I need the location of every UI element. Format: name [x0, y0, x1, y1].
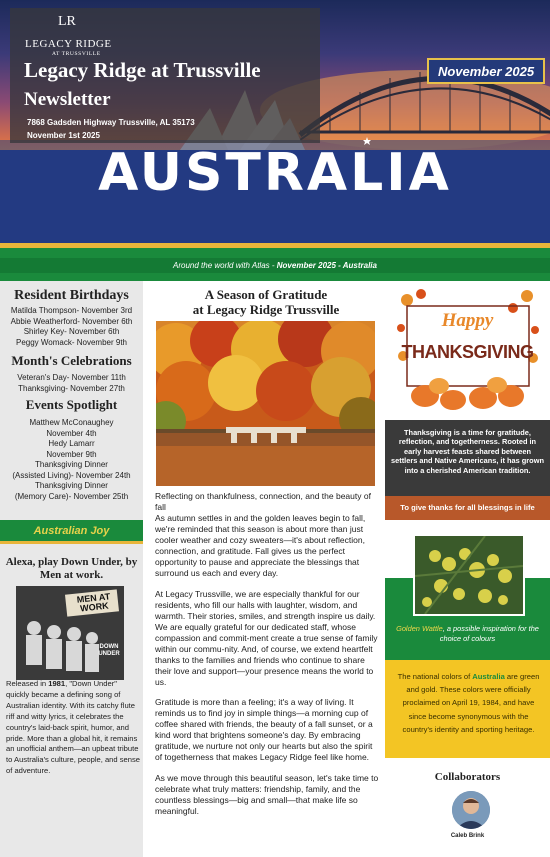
newsletter-title: Legacy Ridge at Trussville — [24, 58, 261, 82]
header-hero — [0, 0, 550, 243]
logo-name: LEGACY RIDGE — [25, 38, 112, 50]
wattle-rest: , a possible inspiration for the choice of colours — [439, 624, 539, 643]
month-badge: November 2025 — [427, 58, 545, 84]
theme-strip — [0, 258, 550, 273]
thanks-bar: To give thanks for all blessings in life — [385, 496, 550, 520]
colors-lead: The national colors of — [397, 672, 473, 681]
list-item: Veteran's Day- November 11th — [17, 373, 126, 382]
article-body — [155, 491, 380, 826]
album-title: DOWN UNDER — [98, 644, 120, 657]
article-paragraph: As we move through this beautiful season, let's take time to celebrate what truly matters: friendship, family, and the countless blessings—big and small—that make life so meaningful. — [155, 772, 379, 816]
birthdays-title: Resident Birthdays — [14, 288, 129, 303]
address: 7868 Gadsden Highway Trussville, AL 35173 — [27, 118, 195, 127]
thanksgiving-graphic — [395, 286, 540, 421]
list-item: Matthew McConaughey — [29, 418, 114, 427]
album-cover-image — [16, 586, 124, 680]
article-title — [146, 287, 386, 317]
golden-wattle-photo — [413, 534, 525, 616]
list-item: November 4th — [46, 428, 97, 438]
list-item: Thanksgiving- November 27th — [18, 383, 125, 393]
australian-joy-bar: Australian Joy — [0, 520, 143, 544]
list-item: Thanksgiving Dinner — [35, 460, 108, 469]
thanksgiving-caption: Thanksgiving is a time for gratitude, reflection, and togetherness. Rooted in early harvest feasts shared between settlers and Native Americans, it has grown into a cherished American tradition. — [391, 428, 544, 475]
issue-date: November 1st 2025 — [27, 131, 100, 140]
autumn-lake-photo — [156, 321, 375, 486]
happy-word: Happy — [441, 310, 494, 331]
autumn-illustration — [156, 321, 375, 486]
list-item: Peggy Womack- November 9th — [15, 337, 127, 347]
celebrations-list — [0, 373, 143, 394]
collaborators-title: Collaborators — [434, 771, 501, 783]
celebrations-title: Month's Celebrations — [11, 353, 132, 368]
wattle-name: Golden Wattle — [396, 624, 443, 633]
joy-body-year: 1981 — [48, 679, 66, 688]
list-item: November 9th — [46, 449, 97, 459]
joy-body-text — [6, 679, 140, 777]
list-item: Hedy Lamarr — [48, 439, 95, 448]
avatar — [452, 791, 490, 829]
colors-country: Australia — [472, 672, 505, 681]
wattle-caption — [390, 624, 545, 643]
newsletter-subtitle: Newsletter — [24, 89, 111, 110]
strip-prefix: Around the world with Atlas - — [173, 261, 277, 270]
article-paragraph: At Legacy Trussville, we are especially thankful for our residents, who fill our halls with laughter, wisdom, and warmth. Their stories, smiles, and strength inspire us daily. We are equally grateful for our dedicated staff, whose compassion and commit-ment create a true sense of family within our commu-nity. And, of course, we extend heartfelt thanks to the families and friends who continue to share their love and support—your presence means the world to us. — [155, 588, 378, 687]
list-item: Thanksgiving Dinner — [35, 481, 108, 490]
avatar-illustration — [452, 791, 490, 829]
joy-heading: Alexa, play Down Under, by Men at work. — [5, 556, 138, 581]
list-item: Abbie Weatherford- November 6th — [10, 316, 133, 326]
birthdays-list — [0, 306, 143, 348]
events-title: Events Spotlight — [25, 397, 118, 412]
theme-word: AUSTRALIA — [98, 143, 452, 203]
joy-body-rest: , "Down Under" quickly became a defining song of Australian identity. With its catchy flute riff and witty lyrics, it celebrates the country's laid-back spirit, humor, and pride. More than a global hit, it remains an unofficial anthem—an upbeat tribute to Australia's culture, people, and sense of adventure. — [6, 679, 141, 776]
list-item: Shirley Key- November 6th — [23, 327, 120, 336]
national-colors-text — [395, 670, 542, 736]
album-band-name: MEN AT WORK — [76, 591, 111, 614]
article-paragraph: Gratitude is more than a feeling; it's a way of living. It reminds us to find joy in simple things—a morning cup of coffee shared with friends, the beauty of a fall sunset, or a kind word that brightens someone's day. By embracing gratitude, we nurture not only our hearts but also the spirit of togetherness that makes Legacy Ridge feel like home. — [155, 697, 373, 762]
wattle-illustration — [415, 536, 523, 614]
colors-rest: are green and gold. These colors were officially proclaimed on April 19, 1984, and have since become synonymous with the country's identity and sporting heritage. — [402, 672, 540, 734]
list-item: (Memory Care)- November 25th — [14, 491, 129, 501]
list-item: Matilda Thompson- November 3rd — [10, 306, 133, 315]
list-item: (Assisted Living)- November 24th — [12, 470, 131, 480]
collaborator-name: Caleb Brink — [450, 833, 485, 839]
logo-icon: LR — [58, 14, 76, 29]
joy-body-lead: Released in — [6, 679, 49, 688]
events-list — [0, 418, 143, 502]
article-paragraph: Reflecting on thankfulness, connection, and the beauty of fall As autumn settles in and the golden leaves begin to fall, we're reminded that this season is about more than just cooler weather and cozy sweaters—it's about reflection, connection, and gratitude. Fall gives us the perfect opportunity to pause and appreciate the blessings that surround us each and every day. — [155, 491, 371, 578]
article-title-line1: A Season of Gratitude — [204, 287, 328, 302]
thanksgiving-word: THANKSGIVING — [401, 342, 534, 362]
strip-highlight: November 2025 - Australia — [276, 261, 377, 270]
article-title-line2: at Legacy Ridge Trussville — [192, 302, 340, 317]
logo-subtitle: AT TRUSSVILLE — [52, 51, 101, 57]
